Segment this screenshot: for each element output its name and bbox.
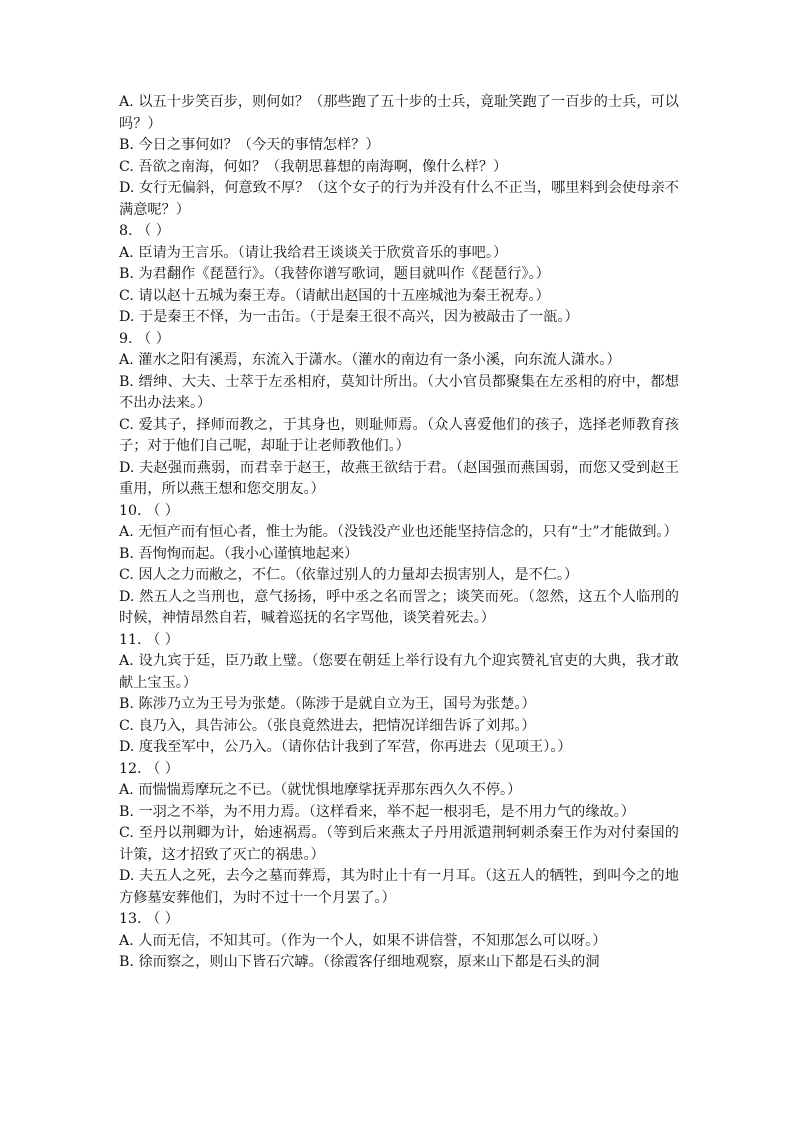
question-number: 12. （ ） [119, 760, 179, 777]
question-number: 8. （ ） [119, 223, 170, 239]
text-line: D. 于是秦王不怿，为一击缶。（于是秦王很不高兴，因为被敲击了一瓿。） [119, 309, 579, 325]
text-line: D. 然五人之当刑也，意气扬扬，呼中丞之名而詈之；谈笑而死。（忽然，这五个人临刑的时候，神情昂然自若，喊着巡抚的名字骂他，谈笑着死去。） [119, 588, 679, 626]
question-number: 11. （ ） [119, 631, 179, 648]
question-number: 9. （ ） [119, 330, 170, 347]
text-line: A. 灌水之阳有溪焉，东流入于潇水。（灌水的南边有一条小溪，向东流人潇水。） [119, 352, 621, 368]
text-line: B. 今日之事何如？（今天的事情怎样？） [119, 137, 380, 153]
text-line: C. 请以赵十五城为秦王寿。（请献出赵国的十五座城池为秦王祝寿。） [119, 287, 550, 304]
question-number: 10. （ ） [119, 502, 179, 519]
text-line: C. 爱其子，择师而教之，于其身也，则耻师焉。（众人喜爱他们的孩子，选择老师教育孩子；对于他们自己呢，却耻于让老师教他们。） [119, 416, 679, 454]
text-line: A. 以五十步笑百步，则何如？（那些跑了五十步的士兵，竟耻笑跑了一百步的士兵，可以吗？） [119, 94, 679, 132]
text-line: B. 为君翻作《琵琶行》。（我替你谱写歌词，题目就叫作《琵琶行》。） [119, 266, 550, 282]
text-line: C. 良乃入，具告沛公。（张良竟然进去，把情况详细告诉了刘邦。） [119, 717, 536, 734]
document-page [119, 92, 679, 974]
text-line: A. 人而无信，不知其可。（作为一个人，如果不讲信誉，不知那怎么可以呀。） [119, 932, 607, 949]
text-line: A. 设九宾于廷，臣乃敢上璧。（您要在朝廷上举行设有九个迎宾赞礼官吏的大典，我才敢献上宝玉。） [119, 653, 679, 691]
text-line: A. 而惴惴焉摩玩之不已。（就忧惧地摩挲抚弄那东西久久不停。） [119, 782, 522, 798]
text-line: D. 度我至军中，公乃入。（请你估计我到了军营，你再进去（见项王）。） [119, 739, 572, 755]
text-line: C. 至丹以荆卿为计，始速祸焉。（等到后来燕太子丹用派遣荆轲刺杀秦王作为对付秦国的计策，这才招致了灭亡的祸患。） [119, 825, 679, 863]
text-line: A. 无恒产而有恒心者，惟士为能。（没钱没产业也还能坚持信念的，只有“士”才能做到。） [119, 524, 678, 540]
text-line: B. 陈涉乃立为王号为张楚。（陈涉于是就自立为王，国号为张楚。） [119, 696, 536, 712]
text-line: B. 吾恂恂而起。（我小心谨慎地起来） [119, 545, 359, 562]
text-line: C. 因人之力而敝之，不仁。（依靠过别人的力量却去损害别人，是不仁。） [119, 567, 579, 583]
text-line: B. 一羽之不举，为不用力焉。（这样看来，举不起一根羽毛，是不用力气的缘故。） [119, 803, 635, 820]
text-line: D. 夫五人之死，去今之墓而葬焉，其为时止十有一月耳。（这五人的牺牲，到叫今之的地方修墓安葬他们，为时不过十一个月罢了。） [119, 868, 679, 906]
question-number: 13. （ ） [119, 911, 179, 927]
text-line: D. 夫赵强而燕弱，而君幸于赵王，故燕王欲结于君。（赵国强而燕国弱，而您又受到赵王重用，所以燕王想和您交朋友。） [119, 459, 679, 497]
text-line: A. 臣请为王言乐。（请让我给君王谈谈关于欣赏音乐的事吧。） [119, 244, 508, 261]
text-line: C. 吾欲之南海，何如？（我朝思暮想的南海啊，像什么样？） [119, 158, 508, 175]
text-line: B. 缙绅、大夫、士萃于左丞相府，莫知计所出。（大小官员都聚集在左丞相的府中，都想不出办法来。） [119, 373, 679, 411]
text-line: B. 徐而察之，则山下皆石穴罅。（徐霞客仔细地观察，原来山下都是石头的洞 [119, 954, 600, 970]
text-line: D. 女行无偏斜，何意致不厚？（这个女子的行为并没有什么不正当，哪里料到会使母亲不满意呢？） [119, 180, 679, 218]
